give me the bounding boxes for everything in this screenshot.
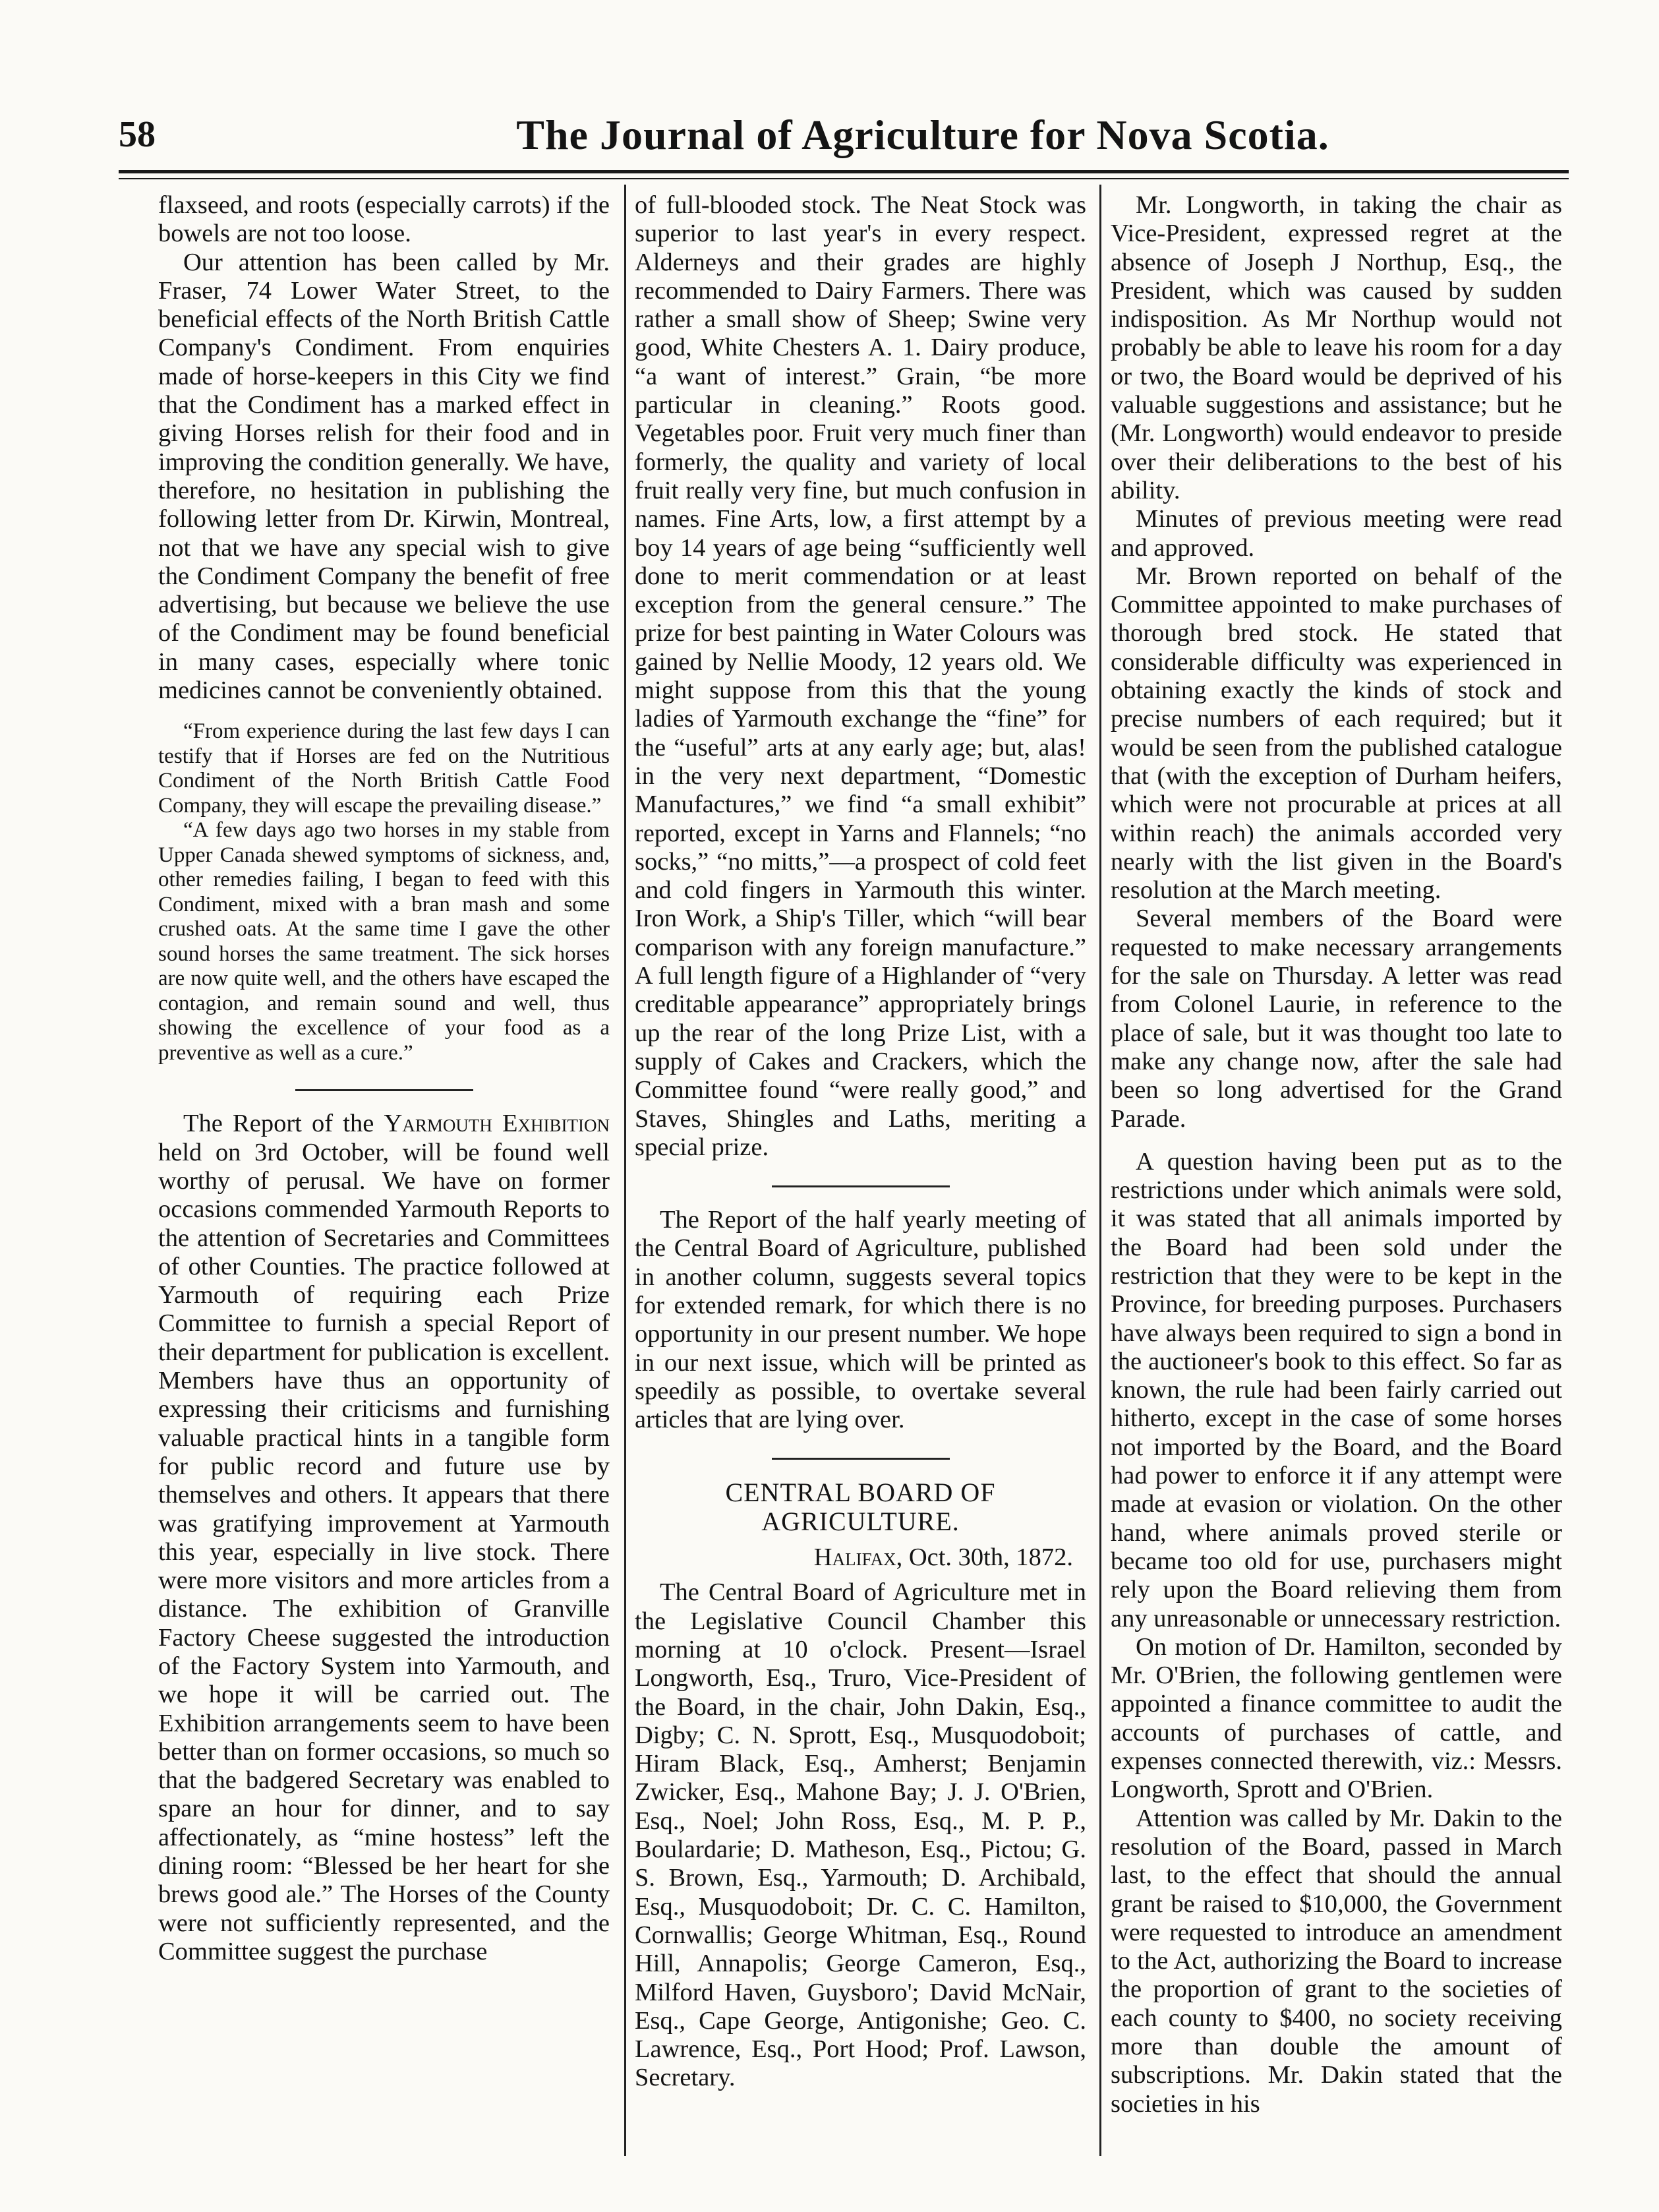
text-run: The Report of the bbox=[183, 1110, 384, 1138]
paragraph: Minutes of previous meeting were read and approved. bbox=[1111, 505, 1562, 562]
dateline-place: Halifax, bbox=[813, 1543, 903, 1572]
exhibition-name: Yarmouth Exhibition bbox=[384, 1110, 610, 1138]
paragraph: Our attention has been called by Mr. Fraser, 74 Lower Water Street, to the beneficial effects of the North British Cattle Company's Condiment. From enquiries made of horse-keepers in this City we find that the Condiment has a marked effect in giving Horses relish for their food and in improving the condition generally. We have, therefore, no hesitation in publishing the following letter from Dr. Kirwin, Montreal, not that we have any special wish to give the Condiment Company the benefit of free advertising, but because we believe the use of the Condiment may be found beneficial in many cases, especially where tonic medicines cannot be conveniently obtained. bbox=[158, 248, 610, 705]
page-header bbox=[119, 99, 1569, 171]
column-divider-right bbox=[1099, 185, 1101, 2156]
paragraph: Mr. Brown reported on behalf of the Committee appointed to make purchases of thorough bred stock. He stated that considerable difficulty was experienced in obtaining exactly the kinds of stock and precise numbers of each required; but it would be seen from the published catalogue that (with the exception of Durham heifers, which were not procurable at prices at all within reach) the animals accorded very nearly with the list given in the Board's resolution at the March meeting. bbox=[1111, 562, 1562, 905]
page-number: 58 bbox=[119, 114, 156, 155]
dateline bbox=[635, 1543, 1086, 1572]
paragraph: of full-blooded stock. The Neat Stock was superior to last year's in every respect. Alderneys and their grades are highly recommended to Dairy Farmers. There was rather a small show of Sheep; Swine very good, White Chesters A. 1. Dairy produce, “a want of interest.” Grain, “be more particular in cleaning.” Roots good. Vegetables poor. Fruit very much finer than formerly, the quality and variety of local fruit really very fine, but much confusion in names. Fine Arts, low, a first attempt by a boy 14 years of age being “sufficiently well done to merit commendation or at least exception from the general censure.” The prize for best painting in Water Colours was gained by Nellie Moody, 12 years old. We might suppose from this that the young ladies of Yarmouth exchange the “fine” for the “useful” arts at any early age; but, alas! in the very next department, “Domestic Manufactures,” we find “a small exhibit” reported, except in Yarns and Flannels; “no socks,” “no mitts,”—a prospect of cold feet and cold fingers in Yarmouth this winter. Iron Work, a Ship's Tiller, which “will bear comparison with any foreign manufacture.” A full length figure of a Highlander of “very creditable appearance” appropriately brings up the rear of the long Prize List, with a supply of Cakes and Crackers, which the Committee found “were really good,” and Staves, Shingles and Laths, meriting a special prize. bbox=[635, 191, 1086, 1161]
paragraph: On motion of Dr. Hamilton, seconded by Mr. O'Brien, the following gentlemen were appointed a finance committee to audit the accounts of purchases of cattle, and expenses connected therewith, viz.: Messrs. Longworth, Sprott and O'Brien. bbox=[1111, 1632, 1562, 1804]
header-rule-thin bbox=[119, 178, 1569, 179]
paragraph-yarmouth-report bbox=[158, 1110, 610, 1966]
column-left bbox=[158, 191, 610, 2153]
section-divider bbox=[295, 1089, 473, 1091]
header-rule-thick bbox=[119, 170, 1569, 173]
paragraph: Attention was called by Mr. Dakin to the resolution of the Board, passed in March last, to the effect that should the annual grant be raised to $10,000, the Government were requested to introduce an amendment to the Act, authorizing the Board to increase the proportion of grant to the societies of each county to $400, no society receiving more than double the amount of subscriptions. Mr. Dakin stated that the societies in his bbox=[1111, 1804, 1562, 2118]
paragraph: The Report of the half yearly meeting of the Central Board of Agriculture, published in another column, suggests several topics for extended remark, for which there is no opportunity in our present number. We hope in our next issue, which will be printed as speedily as possible, to overtake several articles that are lying over. bbox=[635, 1206, 1086, 1434]
journal-title: The Journal of Agriculture for Nova Scotia. bbox=[516, 111, 1329, 158]
quotation: “A few days ago two horses in my stable from Upper Canada shewed symptoms of sickness, and, other remedies failing, I began to feed with this Condiment, mixed with a bran mash and some crushed oats. At the same time I gave the other sound horses the same treatment. The sick horses are now quite well, and the others have escaped the contagion, and remain sound and well, thus showing the excellence of your food as a preventive as well as a cure.” bbox=[158, 818, 610, 1065]
paragraph: Several members of the Board were requested to make necessary arrangements for the sale on Thursday. A letter was read from Colonel Laurie, in reference to the place of sale, but it was thought too late to make any change now, after the sale had been so long advertised for the Grand Parade. bbox=[1111, 905, 1562, 1133]
paragraph: The Central Board of Agriculture met in the Legislative Council Chamber this morning at 10 o'clock. Present—Israel Longworth, Esq., Truro, Vice-President of the Board, in the chair, John Dakin, Esq., Digby; C. N. Sprott, Esq., Musquodoboit; Hiram Black, Esq., Amherst; Benjamin Zwicker, Esq., Mahone Bay; J. J. O'Brien, Esq., Noel; John Ross, Esq., M. P. P., Boulardarie; D. Matheson, Esq., Pictou; G. S. Brown, Esq., Yarmouth; D. Archibald, Esq., Musquodoboit; Dr. C. C. Hamilton, Cornwallis; George Whitman, Esq., Round Hill, Annapolis; George Cameron, Esq., Milford Haven, Guysboro'; David McNair, Esq., Cape George, Antigonishe; Geo. C. Lawrence, Esq., Port Hood; Prof. Lawson, Secretary. bbox=[635, 1578, 1086, 2092]
column-middle bbox=[635, 191, 1086, 2153]
column-right bbox=[1111, 191, 1562, 2153]
text-run: held on 3rd October, will be found well worthy of perusal. We have on former occasions commended Yarmouth Reports to the attention of Secretaries and Committees of other Counties. The practice followed at Yarmouth of requiring each Prize Committee to furnish a special Report of their department for publication is excellent. Members have thus an opportunity of expressing their criticisms and furnishing valuable practical hints in a tangible form for public record and future use by themselves and others. It appears that there was gratifying improvement at Yarmouth this year, especially in live stock. There were more visitors and more articles from a distance. The exhibition of Granville Factory Cheese suggested the introduction of the Factory System into Yarmouth, and we hope it will be carried out. The Exhibition arrangements seem to have been better than on former occasions, so much so that the badgered Secretary was enabled to spare an hour for dinner, and to say affectionately, as “mine hostess” left the dining room: “Blessed be her heart for she brews good ale.” The Horses of the County were not sufficiently represented, and the Committee suggest the purchase bbox=[158, 1138, 610, 1965]
paragraph: Mr. Longworth, in taking the chair as Vice-President, expressed regret at the absence of Joseph J Northup, Esq., the President, which was caused by sudden indisposition. As Mr Northup would not probably be able to leave his room for a day or two, the Board would be deprived of his valuable suggestions and assistance; but he (Mr. Longworth) would endeavor to preside over their deliberations to the best of his ability. bbox=[1111, 191, 1562, 504]
section-divider bbox=[772, 1185, 950, 1187]
section-divider bbox=[772, 1458, 950, 1460]
dateline-date: Oct. 30th, 1872. bbox=[902, 1543, 1073, 1572]
paragraph: A question having been put as to the restrictions under which animals were sold, it was stated that all animals imported by the Board had been sold under the restriction that they were to be kept in the Province, for breeding purposes. Purchasers have always been required to sign a bond in the auctioneer's book to this effect. So far as known, the rule had been fairly carried out hitherto, except in the case of some horses not imported by the Board, and the Board had power to enforce it if any attempt were made at evasion or violation. On the other hand, where animals proved sterile or became too old for use, purchasers might rely upon the Board relieving them from any unreasonable or unnecessary restriction. bbox=[1111, 1147, 1562, 1632]
paragraph: flaxseed, and roots (especially carrots) if the bowels are not too loose. bbox=[158, 191, 610, 248]
section-heading: CENTRAL BOARD OF AGRICULTURE. bbox=[725, 1478, 996, 1536]
column-divider-left bbox=[624, 185, 626, 2156]
quotation: “From experience during the last few days I can testify that if Horses are fed on the Nutritious Condiment of the North British Cattle Food Company, they will escape the prevailing disease.” bbox=[158, 719, 610, 818]
